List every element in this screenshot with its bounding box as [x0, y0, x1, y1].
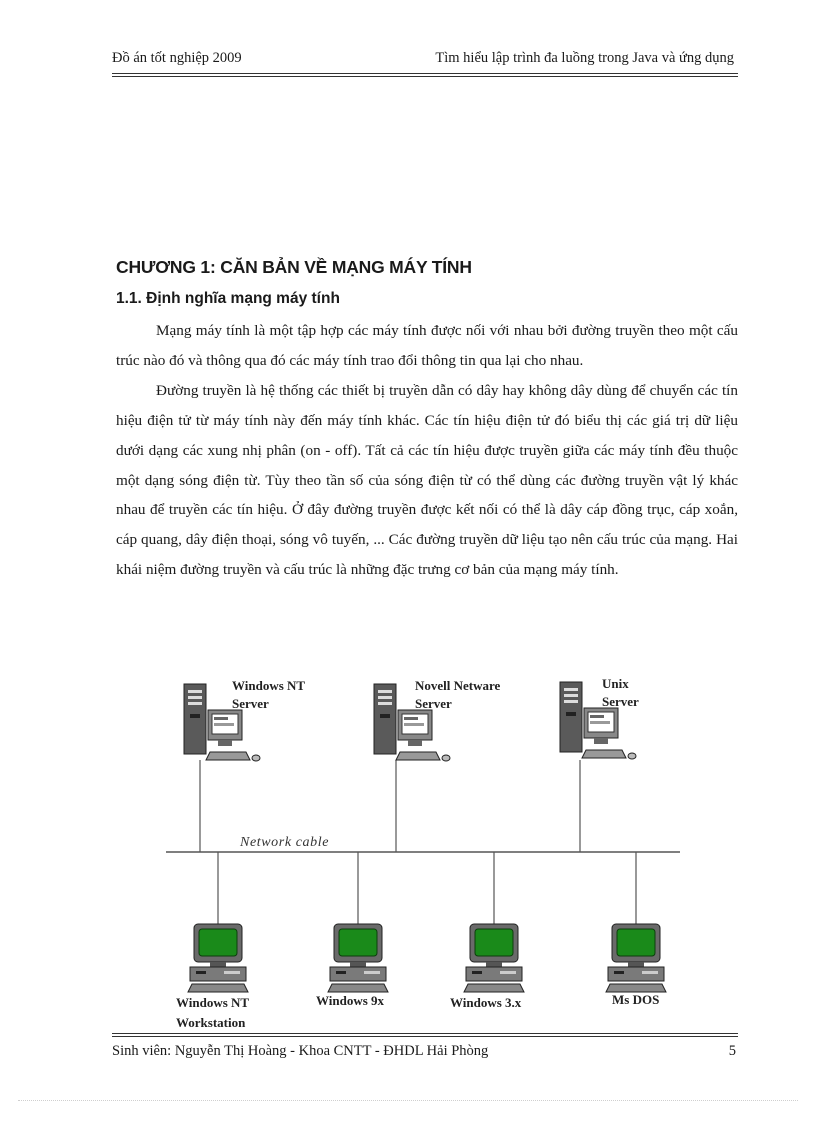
workstation-computer-icon-2	[328, 924, 388, 992]
server-label-2-line1: Novell Netware	[415, 678, 501, 693]
workstation-computer-icon-3	[464, 924, 524, 992]
network-cable-label: Network cable	[240, 835, 330, 850]
ws-label-2: Windows 9x	[316, 993, 385, 1008]
server-label-3-line1: Unix	[602, 676, 629, 691]
header-rule-1	[112, 73, 738, 74]
server-label-1-line2: Server	[232, 696, 269, 711]
ws-label-1-line2: Workstation	[176, 1015, 246, 1030]
page-number: 5	[728, 1043, 736, 1059]
server-label-1-line1: Windows NT	[232, 678, 306, 693]
ws-label-1-line1: Windows NT	[176, 995, 250, 1010]
paragraph-1: Mạng máy tính là một tập hợp các máy tính được nối với nhau bởi đường truyền theo một cấu trúc nào đó và thông qua đó các máy tính trao đổi thông tin qua lại cho nhau.	[116, 322, 738, 369]
chapter-title: CHƯƠNG 1: CĂN BẢN VỀ MẠNG MÁY TÍNH	[116, 257, 472, 277]
workstation-computer-icon-4	[606, 924, 666, 992]
section-title: 1.1. Định nghĩa mạng máy tính	[116, 290, 340, 307]
workstation-computer-icon-1	[188, 924, 248, 992]
footer-rule-2	[112, 1036, 738, 1037]
page-header	[112, 50, 734, 74]
body-text	[116, 316, 738, 585]
header-rule-2	[112, 76, 738, 77]
page-edge-dots	[18, 1100, 798, 1101]
ws-label-4: Ms DOS	[612, 992, 660, 1007]
footer-author: Sinh viên: Nguyễn Thị Hoàng - Khoa CNTT - ĐHDL Hải Phòng	[112, 1043, 489, 1059]
paragraph-2: Đường truyền là hệ thống các thiết bị truyền dẫn có dây hay không dây dùng để chuyển các tín hiệu điện tử từ máy tính này đến máy tính khác. Các tín hiệu điện tử đó biểu thị các giá trị dữ liệu dưới dạng các xung nhị phân (on - off). Tất cả các tín hiệu được truyền giữa các máy tính đều thuộc một dạng sóng điện từ. Tùy theo tần số của sóng điện từ có thể dùng các đường truyền vật lý khác nhau để truyền các tín hiệu. Ở đây đường truyền được kết nối có thể là dây cáp đồng trục, cáp xoắn, cáp quang, dây điện thoại, sóng vô tuyến, ... Các đường truyền dữ liệu tạo nên cấu trúc của mạng. Hai khái niệm đường truyền và cấu trúc là những đặc trưng cơ bản của mạng máy tính.	[116, 381, 738, 579]
network-diagram	[160, 668, 690, 1038]
header-topic-title: Tìm hiểu lập trình đa luồng trong Java và ứng dụng	[435, 50, 734, 66]
network-diagram-svg	[160, 668, 690, 1038]
server-label-2-line2: Server	[415, 696, 452, 711]
footer-rule-1	[112, 1033, 738, 1034]
header-thesis-title: Đồ án tốt nghiệp 2009	[112, 50, 242, 66]
server-label-3-line2: Server	[602, 694, 639, 709]
ws-label-3: Windows 3.x	[450, 995, 522, 1010]
